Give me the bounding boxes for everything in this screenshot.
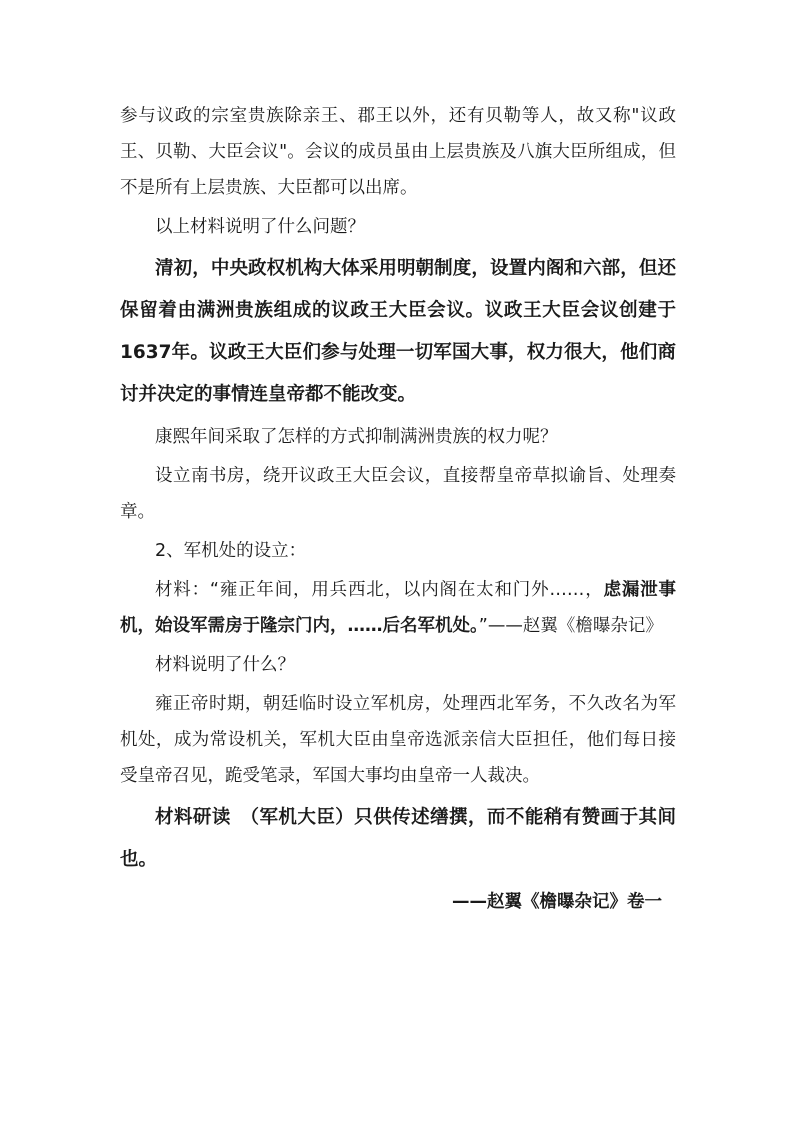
paragraph-council-members: 参与议政的宗室贵族除亲王、郡王以外，还有贝勒等人，故又称"议政王、贝勒、大臣会议"。会议的成员虽由上层贵族及八旗大臣所组成，但不是所有上层贵族、大臣都可以出席。 (120, 106, 676, 198)
answer-3: 雍正帝时期，朝廷临时设立军机房，处理西北军务，不久改名为军机处，成为常设机关，军机大臣由皇帝选派亲信大臣担任，他们每日接受皇帝召见，跪受笔录，军国大事均由皇帝一人裁决。 (120, 694, 676, 786)
source-signature: ——赵翼《檐曝杂记》卷一 (452, 892, 662, 912)
document-page (120, 98, 676, 923)
question-2: 康熙年间采取了怎样的方式抑制满洲贵族的权力呢？ (155, 427, 558, 447)
material-suffix: ”——赵翼《檐曝杂记》 (478, 616, 663, 636)
question-1: 以上材料说明了什么问题？ (155, 217, 365, 237)
material-study: 材料研读 （军机大臣）只供传述缮撰，而不能稍有赞画于其间也。 (120, 807, 676, 870)
material-quote (120, 572, 676, 644)
answer-1: 清初，中央政权机构大体采用明朝制度，设置内阁和六部，但还保留着由满洲贵族组成的议政王大臣会议。议政王大臣会议创建于1637年。议政王大臣们参与处理一切军国大事，权力很大，他们商讨并决定的事情连皇帝都不能改变。 (120, 258, 676, 405)
section-heading-2: 2、军机处的设立： (155, 541, 307, 561)
material-prefix: 材料：“雍正年间，用兵西北，以内阁在太和门外……， (155, 580, 604, 600)
question-3: 材料说明了什么？ (155, 655, 295, 675)
answer-2: 设立南书房，绕开议政王大臣会议，直接帮皇帝草拟谕旨、处理奏章。 (120, 466, 676, 522)
material-bold: 虑漏泄事机，始设军需房于隆宗门内，……后名军机处。 (120, 580, 676, 636)
